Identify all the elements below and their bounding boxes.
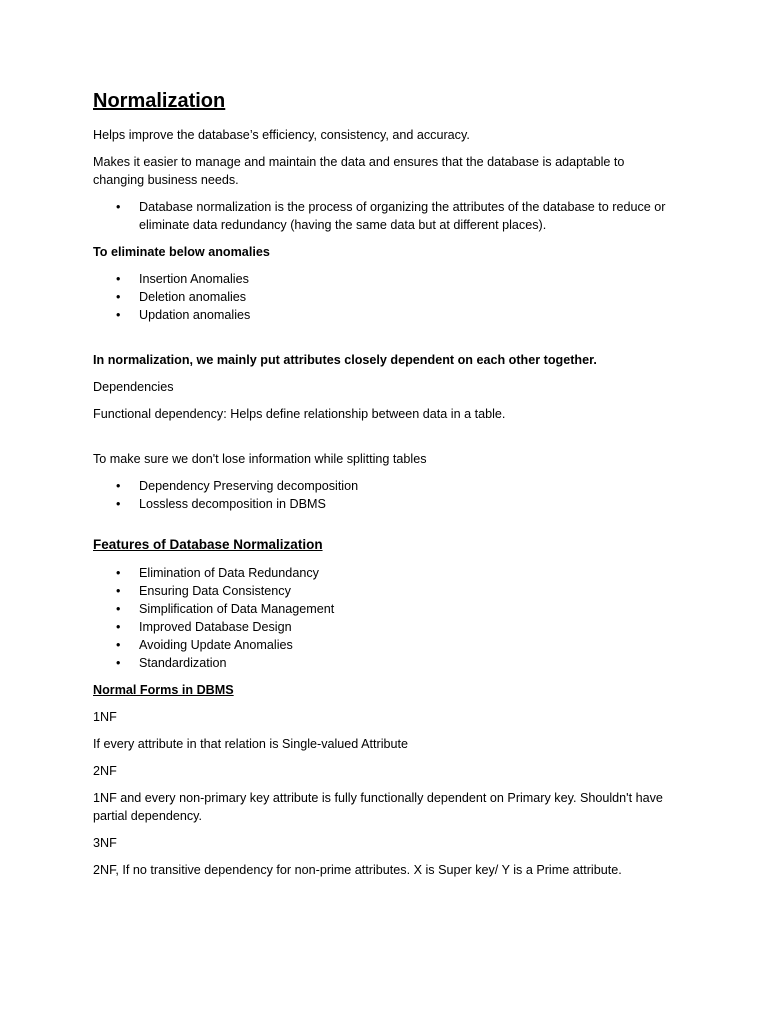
normal-forms-heading: Normal Forms in DBMS — [93, 683, 234, 697]
list-item: • Simplification of Data Management — [139, 600, 672, 618]
anomalies-heading: To eliminate below anomalies — [93, 245, 270, 259]
list-item: • Ensuring Data Consistency — [139, 582, 672, 600]
anomalies-list — [93, 270, 672, 324]
list-item: • Dependency Preserving decomposition — [139, 477, 672, 495]
list-item: • Updation anomalies — [139, 306, 672, 324]
key-statement: In normalization, we mainly put attributes closely dependent on each other together. — [93, 353, 597, 367]
list-item: • Database normalization is the process of organizing the attributes of the database to reduce or eliminate data redundancy (having the same data but at different places). — [139, 198, 672, 234]
splitting-text: To make sure we don't lose information while splitting tables — [93, 452, 427, 466]
list-item: • Avoiding Update Anomalies — [139, 636, 672, 654]
dependencies-label: Dependencies — [93, 380, 174, 394]
spacer — [93, 522, 672, 536]
definition-list — [93, 198, 672, 234]
nf3-text: 2NF, If no transitive dependency for non-prime attributes. X is Super key/ Y is a Prime attribute. — [93, 863, 622, 877]
list-item: • Improved Database Design — [139, 618, 672, 636]
nf1-text: If every attribute in that relation is Single-valued Attribute — [93, 737, 409, 751]
nf2-label: 2NF — [93, 764, 117, 778]
intro-paragraph-2: Makes it easier to manage and maintain the data and ensures that the database is adaptable to changing business needs. — [93, 155, 625, 187]
functional-dependency-text: Functional dependency: Helps define relationship between data in a table. — [93, 407, 506, 421]
nf2-text: 1NF and every non-primary key attribute is fully functionally dependent on Primary key. Shouldn't have partial dependency. — [93, 791, 663, 823]
list-item: • Insertion Anomalies — [139, 270, 672, 288]
features-heading: Features of Database Normalization — [93, 537, 323, 552]
list-item: • Standardization — [139, 654, 672, 672]
spacer — [93, 333, 672, 351]
nf3-label: 3NF — [93, 836, 117, 850]
splitting-list — [93, 477, 672, 513]
spacer — [93, 432, 672, 450]
list-item: • Lossless decomposition in DBMS — [139, 495, 672, 513]
nf1-label: 1NF — [93, 710, 117, 724]
features-list — [93, 564, 672, 672]
page-title: Normalization — [93, 90, 226, 112]
intro-paragraph-1: Helps improve the database’s efficiency, consistency, and accuracy. — [93, 128, 470, 142]
list-item: • Deletion anomalies — [139, 288, 672, 306]
list-item: • Elimination of Data Redundancy — [139, 564, 672, 582]
